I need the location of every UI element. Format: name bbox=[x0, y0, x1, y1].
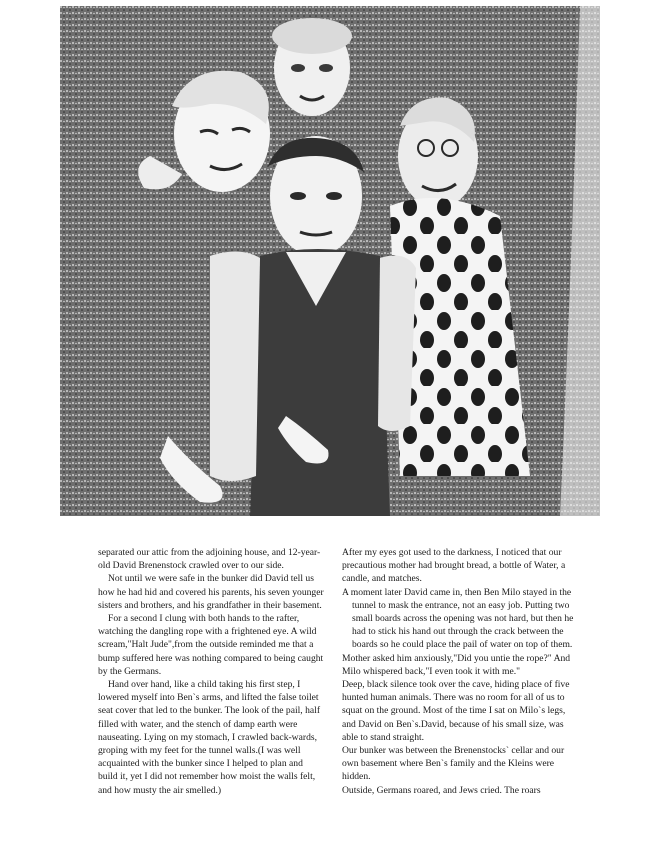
article-right-column bbox=[342, 546, 574, 797]
paragraph: After my eyes got used to the darkness, I noticed that our precautious mother had brought bread, a bottle of Water, a candle, and matches. bbox=[342, 547, 566, 585]
paragraph: A moment later David came in, then Ben Milo stayed in the tunnel to mask the entrance, not an easy job. Putting two small boards across the opening was not hard, but then he had to stick his hand out through the crack between the boards so he could place the pail of water on top of them. bbox=[342, 586, 574, 651]
paragraph: Mother asked him anxiously,"Did you untie the rope?" And Milo whispered back,"I even took it with me." bbox=[342, 652, 571, 677]
paragraph: Hand over hand, like a child taking his first step, I lowered myself into Ben`s arms, and lifted the false toilet seat cover that led to the bunker. The look of the pail, half filled with water, and the stench of damp earth were nauseating. Lying on my stomach, I crawled back-wards, groping with my feet for the tunnel walls.(I was well acquainted with the bunker since I helped to plan and build it, yet I did not remember how moist the walls felt, and how musty the air smelled.) bbox=[98, 679, 321, 796]
paragraph: Outside, Germans roared, and Jews cried. The roars bbox=[342, 784, 541, 796]
paragraph: For a second I clung with both hands to the rafter, watching the dangling rope with a frightened eye. A wild scream,"Halt Jude",from the outside reminded me that a bump suffered here was nothing compared to being caught by the Germans. bbox=[98, 613, 324, 677]
paragraph: Not until we were safe in the bunker did David tell us how he had hid and covered his parents, his seven younger sisters and brothers, and his grandfather in their basement. bbox=[98, 573, 324, 611]
family-photo bbox=[60, 6, 600, 516]
paragraph: Deep, black silence took over the cave, hiding place of five hunted human animals. There was no room for all of us to squat on the ground. Most of the time I sat on Milo`s legs, and David on Ben`s.David, because of his small size, was able to stand straight. bbox=[342, 679, 570, 743]
paragraph: separated our attic from the adjoining house, and 12-year-old David Brenenstock crawled over to our side. bbox=[98, 547, 321, 572]
paragraph: Our bunker was between the Brenenstocks` cellar and our own basement where Ben`s family and the Kleins were hidden. bbox=[342, 745, 565, 783]
article-left-column bbox=[98, 546, 324, 797]
